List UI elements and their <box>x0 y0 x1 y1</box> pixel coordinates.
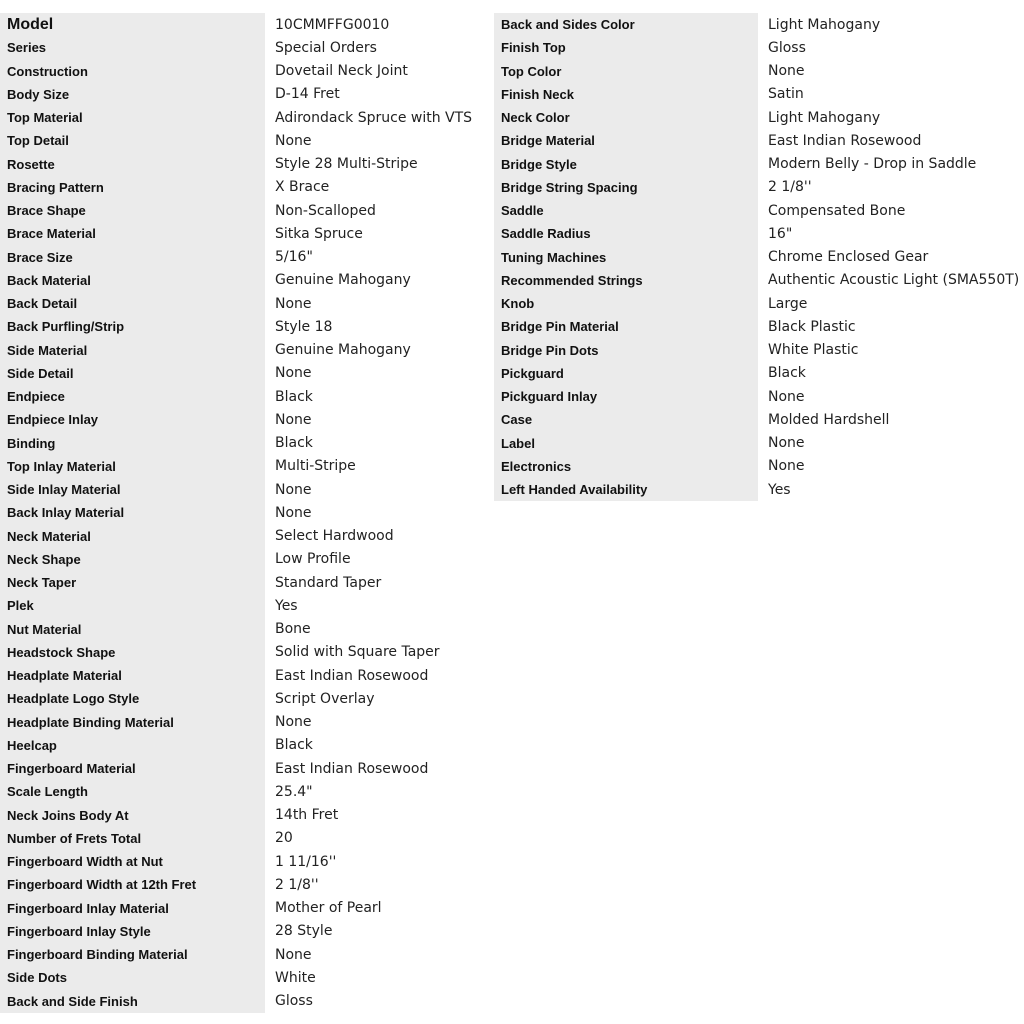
spec-row-neck-color <box>494 106 1024 129</box>
spec-value: Style 18 <box>275 318 333 335</box>
spec-row-knob <box>494 292 1024 315</box>
spec-row-top-detail <box>0 129 494 152</box>
spec-row-back-inlay-material <box>0 501 494 524</box>
spec-row-finish-neck <box>494 83 1024 106</box>
spec-value: East Indian Rosewood <box>275 667 429 684</box>
spec-row-back-material <box>0 269 494 292</box>
spec-row-nut-material <box>0 618 494 641</box>
spec-label: Endpiece Inlay <box>0 408 265 431</box>
spec-row-back-and-side-finish <box>0 990 494 1013</box>
spec-value: None <box>275 714 312 731</box>
spec-label: Top Inlay Material <box>0 455 265 478</box>
spec-value: Light Mahogany <box>768 109 881 126</box>
spec-value: Yes <box>768 481 791 498</box>
spec-label: Knob <box>494 292 758 315</box>
spec-label: Left Handed Availability <box>494 478 758 501</box>
spec-label: Body Size <box>0 83 265 106</box>
spec-value: None <box>275 365 312 382</box>
spec-value: 2 1/8'' <box>768 179 812 196</box>
spec-row-headplate-logo-style <box>0 687 494 710</box>
spec-value: None <box>275 481 312 498</box>
spec-label: Headplate Binding Material <box>0 711 265 734</box>
spec-value: 16" <box>768 225 793 242</box>
spec-label: Model <box>0 13 265 36</box>
spec-label: Saddle <box>494 199 758 222</box>
spec-value: Dovetail Neck Joint <box>275 63 408 80</box>
spec-label: Neck Taper <box>0 571 265 594</box>
spec-label: Bridge Pin Dots <box>494 339 758 362</box>
spec-label: Side Dots <box>0 966 265 989</box>
spec-label: Fingerboard Inlay Style <box>0 920 265 943</box>
spec-label: Endpiece <box>0 385 265 408</box>
spec-row-fingerboard-inlay-style <box>0 920 494 943</box>
spec-label: Rosette <box>0 153 265 176</box>
spec-value: 2 1/8'' <box>275 876 319 893</box>
spec-label: Bracing Pattern <box>0 176 265 199</box>
spec-value: Mother of Pearl <box>275 900 382 917</box>
spec-label: Headplate Logo Style <box>0 687 265 710</box>
spec-row-side-detail <box>0 362 494 385</box>
spec-label: Plek <box>0 594 265 617</box>
spec-row-bridge-string-spacing <box>494 176 1024 199</box>
spec-row-endpiece-inlay <box>0 408 494 431</box>
spec-label: Nut Material <box>0 618 265 641</box>
spec-row-neck-joins-body-at <box>0 804 494 827</box>
spec-row-endpiece <box>0 385 494 408</box>
spec-value: Multi-Stripe <box>275 458 356 475</box>
spec-value: Modern Belly - Drop in Saddle <box>768 156 977 173</box>
spec-value: Low Profile <box>275 551 351 568</box>
spec-value: Authentic Acoustic Light (SMA550T) <box>768 272 1020 289</box>
spec-label: Side Detail <box>0 362 265 385</box>
spec-label: Pickguard <box>494 362 758 385</box>
spec-value: 10CMMFFG0010 <box>275 16 390 33</box>
spec-value: None <box>768 458 805 475</box>
spec-row-construction <box>0 60 494 83</box>
right-spec-column <box>494 13 1024 501</box>
spec-row-fingerboard-material <box>0 757 494 780</box>
spec-row-neck-shape <box>0 548 494 571</box>
spec-label: Neck Material <box>0 525 265 548</box>
spec-label: Scale Length <box>0 780 265 803</box>
spec-value: 5/16" <box>275 249 313 266</box>
spec-row-pickguard-inlay <box>494 385 1024 408</box>
spec-value: Genuine Mahogany <box>275 342 411 359</box>
spec-label: Brace Material <box>0 222 265 245</box>
spec-value: None <box>275 295 312 312</box>
spec-value: East Indian Rosewood <box>768 132 922 149</box>
spec-row-fingerboard-width-at-12th-fret <box>0 873 494 896</box>
spec-row-recommended-strings <box>494 269 1024 292</box>
spec-row-brace-shape <box>0 199 494 222</box>
spec-value: Black <box>275 737 313 754</box>
spec-label: Heelcap <box>0 734 265 757</box>
spec-label: Headstock Shape <box>0 641 265 664</box>
spec-label: Fingerboard Width at Nut <box>0 850 265 873</box>
spec-row-brace-size <box>0 246 494 269</box>
spec-label: Bridge Style <box>494 153 758 176</box>
spec-value: Special Orders <box>275 39 377 56</box>
spec-value: Black <box>768 365 806 382</box>
spec-row-fingerboard-inlay-material <box>0 897 494 920</box>
spec-label: Side Inlay Material <box>0 478 265 501</box>
spec-label: Fingerboard Material <box>0 757 265 780</box>
spec-row-label <box>494 432 1024 455</box>
spec-row-left-handed-availability <box>494 478 1024 501</box>
spec-value: Yes <box>275 597 298 614</box>
spec-label: Binding <box>0 432 265 455</box>
spec-value: Adirondack Spruce with VTS <box>275 109 473 126</box>
spec-value: 28 Style <box>275 923 333 940</box>
spec-row-headplate-material <box>0 664 494 687</box>
spec-row-neck-taper <box>0 571 494 594</box>
spec-value: Black Plastic <box>768 318 856 335</box>
spec-label: Back Purfling/Strip <box>0 315 265 338</box>
spec-label: Tuning Machines <box>494 246 758 269</box>
spec-value: 1 11/16'' <box>275 853 337 870</box>
spec-row-tuning-machines <box>494 246 1024 269</box>
spec-row-fingerboard-binding-material <box>0 943 494 966</box>
spec-row-pickguard <box>494 362 1024 385</box>
spec-row-bridge-pin-material <box>494 315 1024 338</box>
spec-label: Fingerboard Inlay Material <box>0 897 265 920</box>
spec-value: Gloss <box>275 993 313 1010</box>
spec-value: Script Overlay <box>275 690 375 707</box>
spec-label: Series <box>0 36 265 59</box>
spec-row-fingerboard-width-at-nut <box>0 850 494 873</box>
spec-label: Pickguard Inlay <box>494 385 758 408</box>
spec-label: Number of Frets Total <box>0 827 265 850</box>
spec-value: None <box>275 504 312 521</box>
spec-value: Bone <box>275 621 311 638</box>
spec-row-side-material <box>0 339 494 362</box>
spec-value: 20 <box>275 830 293 847</box>
spec-label: Back Detail <box>0 292 265 315</box>
spec-row-series <box>0 36 494 59</box>
spec-value: Non-Scalloped <box>275 202 376 219</box>
spec-label: Fingerboard Width at 12th Fret <box>0 873 265 896</box>
spec-value: None <box>275 946 312 963</box>
spec-row-side-dots <box>0 966 494 989</box>
spec-row-number-of-frets-total <box>0 827 494 850</box>
spec-row-model <box>0 13 494 36</box>
spec-value: Black <box>275 435 313 452</box>
spec-row-brace-material <box>0 222 494 245</box>
spec-value: Gloss <box>768 39 806 56</box>
spec-row-back-purfling-strip <box>0 315 494 338</box>
spec-row-heelcap <box>0 734 494 757</box>
spec-label: Finish Neck <box>494 83 758 106</box>
spec-label: Side Material <box>0 339 265 362</box>
spec-label: Label <box>494 432 758 455</box>
spec-value: White <box>275 969 316 986</box>
spec-row-side-inlay-material <box>0 478 494 501</box>
spec-row-case <box>494 408 1024 431</box>
spec-row-finish-top <box>494 36 1024 59</box>
spec-label: Back and Side Finish <box>0 990 265 1013</box>
spec-row-headplate-binding-material <box>0 711 494 734</box>
spec-value: D-14 Fret <box>275 86 340 103</box>
spec-value: Select Hardwood <box>275 528 394 545</box>
spec-value: Sitka Spruce <box>275 225 363 242</box>
spec-row-body-size <box>0 83 494 106</box>
spec-row-bracing-pattern <box>0 176 494 199</box>
spec-row-bridge-material <box>494 129 1024 152</box>
spec-row-top-color <box>494 60 1024 83</box>
spec-label: Construction <box>0 60 265 83</box>
spec-label: Saddle Radius <box>494 222 758 245</box>
spec-row-back-and-sides-color <box>494 13 1024 36</box>
spec-label: Neck Shape <box>0 548 265 571</box>
spec-label: Brace Size <box>0 246 265 269</box>
spec-label: Fingerboard Binding Material <box>0 943 265 966</box>
spec-value: Light Mahogany <box>768 16 881 33</box>
spec-value: White Plastic <box>768 342 859 359</box>
spec-value: Compensated Bone <box>768 202 906 219</box>
spec-label: Recommended Strings <box>494 269 758 292</box>
spec-row-bridge-pin-dots <box>494 339 1024 362</box>
spec-label: Top Detail <box>0 129 265 152</box>
spec-value: Genuine Mahogany <box>275 272 411 289</box>
spec-label: Top Material <box>0 106 265 129</box>
spec-label: Brace Shape <box>0 199 265 222</box>
spec-label: Neck Color <box>494 106 758 129</box>
spec-value: None <box>275 132 312 149</box>
spec-value: 14th Fret <box>275 807 339 824</box>
spec-row-top-inlay-material <box>0 455 494 478</box>
spec-value: None <box>275 411 312 428</box>
spec-label: Neck Joins Body At <box>0 804 265 827</box>
spec-row-back-detail <box>0 292 494 315</box>
spec-label: Bridge Pin Material <box>494 315 758 338</box>
spec-value: Solid with Square Taper <box>275 644 440 661</box>
spec-row-rosette <box>0 153 494 176</box>
spec-value: Style 28 Multi-Stripe <box>275 156 418 173</box>
spec-value: 25.4" <box>275 783 313 800</box>
spec-row-bridge-style <box>494 153 1024 176</box>
spec-label: Top Color <box>494 60 758 83</box>
left-spec-column <box>0 13 494 1013</box>
spec-row-binding <box>0 432 494 455</box>
spec-value: Molded Hardshell <box>768 411 890 428</box>
spec-label: Case <box>494 408 758 431</box>
spec-label: Finish Top <box>494 36 758 59</box>
spec-row-plek <box>0 594 494 617</box>
spec-row-scale-length <box>0 780 494 803</box>
spec-value: East Indian Rosewood <box>275 760 429 777</box>
spec-value: Large <box>768 295 808 312</box>
spec-row-electronics <box>494 455 1024 478</box>
spec-row-neck-material <box>0 525 494 548</box>
spec-value: None <box>768 388 805 405</box>
spec-value: Standard Taper <box>275 574 382 591</box>
spec-label: Headplate Material <box>0 664 265 687</box>
spec-label: Back Material <box>0 269 265 292</box>
spec-label: Back and Sides Color <box>494 13 758 36</box>
spec-label: Bridge Material <box>494 129 758 152</box>
spec-row-saddle <box>494 199 1024 222</box>
spec-value: X Brace <box>275 179 330 196</box>
spec-value: Black <box>275 388 313 405</box>
spec-label: Bridge String Spacing <box>494 176 758 199</box>
spec-label: Back Inlay Material <box>0 501 265 524</box>
spec-row-headstock-shape <box>0 641 494 664</box>
spec-label: Electronics <box>494 455 758 478</box>
spec-value: None <box>768 63 805 80</box>
spec-value: None <box>768 435 805 452</box>
spec-row-saddle-radius <box>494 222 1024 245</box>
spec-value: Chrome Enclosed Gear <box>768 249 929 266</box>
spec-row-top-material <box>0 106 494 129</box>
spec-value: Satin <box>768 86 804 103</box>
